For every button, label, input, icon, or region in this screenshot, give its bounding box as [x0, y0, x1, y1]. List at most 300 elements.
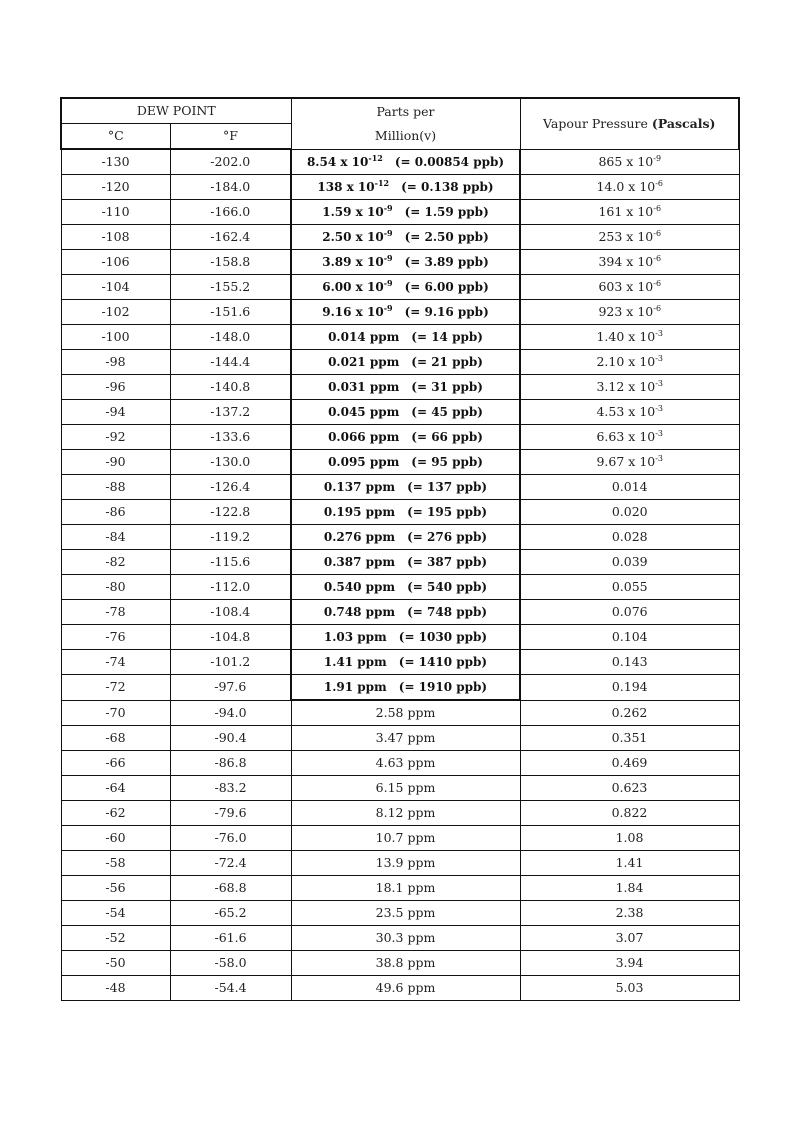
fahrenheit-cell: [170, 826, 291, 851]
celsius-value: -54: [105, 904, 126, 920]
fahrenheit-value: -202.0: [210, 153, 251, 169]
vapour-pressure-value: 0.104: [611, 628, 648, 644]
ppm-cell: [291, 175, 520, 200]
ppb-value: (= 0.00854 ppb): [394, 154, 505, 169]
ppm-cell: [291, 700, 520, 726]
ppb-value: (= 21 ppb): [411, 355, 483, 369]
celsius-cell: [61, 425, 170, 450]
ppm-cell: [291, 500, 520, 525]
fahrenheit-cell: [170, 926, 291, 951]
fahrenheit-value: -83.2: [214, 779, 247, 795]
celsius-cell: [61, 275, 170, 300]
vapour-pressure-exponent: -6: [653, 278, 662, 288]
celsius-value: -106: [101, 253, 130, 269]
ppm-cell: [291, 375, 520, 400]
ppb-value: (= 45 ppb): [411, 405, 483, 419]
table-row: [61, 225, 739, 250]
vapour-pressure-value: 0.076: [611, 603, 648, 619]
celsius-value: -76: [105, 628, 126, 644]
vapour-pressure-cell: [520, 550, 739, 575]
ppm-exponent: -12: [374, 178, 390, 188]
ppm-value: 49.6 ppm: [375, 979, 436, 995]
fahrenheit-cell: [170, 851, 291, 876]
dew-point-table-sheet: [60, 97, 738, 1001]
fahrenheit-cell: [170, 525, 291, 550]
ppm-value: 138 x 10: [317, 180, 375, 194]
vapour-pressure-cell: [520, 826, 739, 851]
celsius-value: -92: [105, 428, 126, 444]
celsius-cell: [61, 851, 170, 876]
fahrenheit-cell: [170, 275, 291, 300]
celsius-cell: [61, 500, 170, 525]
celsius-cell: [61, 976, 170, 1001]
fahrenheit-cell: [170, 375, 291, 400]
table-row: [61, 751, 739, 776]
vapour-pressure-cell: [520, 500, 739, 525]
table-row: [61, 450, 739, 475]
vapour-pressure-value: 5.03: [615, 979, 644, 995]
fahrenheit-cell: [170, 951, 291, 976]
ppm-value: 0.387 ppm: [323, 555, 396, 569]
vapour-pressure-exponent: -3: [655, 428, 664, 438]
ppm-value: 3.89 x 10: [322, 255, 384, 269]
celsius-cell: [61, 575, 170, 600]
ppb-value: (= 1.59 ppb): [404, 205, 489, 219]
table-row: [61, 926, 739, 951]
fahrenheit-value: -104.8: [210, 628, 251, 644]
vapour-pressure-cell: [520, 976, 739, 1001]
celsius-value: -66: [105, 754, 126, 770]
fahrenheit-value: -184.0: [210, 178, 251, 194]
ppm-cell: [291, 801, 520, 826]
vapour-pressure-value: 4.53 x 10: [596, 403, 656, 419]
table-row: [61, 650, 739, 675]
vapour-pressure-cell: [520, 275, 739, 300]
fahrenheit-value: -72.4: [214, 854, 247, 870]
ppm-exponent: -9: [383, 228, 393, 238]
ppm-value: 4.63 ppm: [375, 754, 436, 770]
fahrenheit-header: °F: [170, 124, 291, 150]
table-row: [61, 675, 739, 701]
fahrenheit-value: -151.6: [210, 303, 251, 319]
ppm-cell: [291, 475, 520, 500]
ppm-exponent: -9: [383, 303, 393, 313]
vapour-pressure-value: 14.0 x 10: [596, 178, 656, 194]
vapour-pressure-value: 0.351: [611, 729, 648, 745]
celsius-value: -80: [105, 578, 126, 594]
fahrenheit-cell: [170, 149, 291, 175]
table-row: [61, 275, 739, 300]
vapour-pressure-exponent: -3: [655, 328, 664, 338]
ppm-value: 3.47 ppm: [375, 729, 436, 745]
vapour-pressure-cell: [520, 350, 739, 375]
vapour-pressure-header: [520, 98, 739, 149]
table-row: [61, 250, 739, 275]
table-row: [61, 700, 739, 726]
vapour-pressure-cell: [520, 450, 739, 475]
ppb-value: (= 387 ppb): [407, 555, 488, 569]
fahrenheit-cell: [170, 325, 291, 350]
vapour-pressure-value: 0.028: [611, 528, 648, 544]
vapour-pressure-value: 9.67 x 10: [596, 453, 656, 469]
celsius-value: -72: [105, 679, 126, 694]
ppm-value: 9.16 x 10: [322, 305, 384, 319]
fahrenheit-value: -137.2: [210, 403, 251, 419]
fahrenheit-cell: [170, 550, 291, 575]
fahrenheit-value: -58.0: [214, 954, 247, 970]
celsius-value: -110: [101, 203, 130, 219]
fahrenheit-value: -68.8: [214, 879, 247, 895]
table-row: [61, 425, 739, 450]
vapour-pressure-cell: [520, 776, 739, 801]
celsius-value: -120: [101, 178, 130, 194]
ppm-value: 18.1 ppm: [375, 879, 436, 895]
celsius-header: °C: [61, 124, 170, 150]
table-row: [61, 325, 739, 350]
celsius-cell: [61, 801, 170, 826]
ppm-value: 0.021 ppm: [328, 355, 400, 369]
vapour-pressure-value: 0.822: [611, 804, 648, 820]
vapour-pressure-value: 3.12 x 10: [596, 378, 656, 394]
celsius-cell: [61, 751, 170, 776]
ppm-cell: [291, 225, 520, 250]
celsius-value: -62: [105, 804, 126, 820]
vapour-pressure-value: 2.10 x 10: [596, 353, 656, 369]
celsius-cell: [61, 700, 170, 726]
celsius-cell: [61, 350, 170, 375]
fahrenheit-value: -155.2: [210, 278, 251, 294]
fahrenheit-value: -122.8: [210, 503, 251, 519]
fahrenheit-cell: [170, 450, 291, 475]
fahrenheit-value: -130.0: [210, 453, 251, 469]
fahrenheit-value: -162.4: [210, 228, 251, 244]
fahrenheit-value: -101.2: [210, 653, 251, 669]
vapour-pressure-value: 865 x 10: [598, 153, 654, 169]
vapour-pressure-cell: [520, 250, 739, 275]
celsius-cell: [61, 926, 170, 951]
celsius-value: -56: [105, 879, 126, 895]
table-body: [61, 149, 739, 1001]
ppm-cell: [291, 275, 520, 300]
vapour-pressure-cell: [520, 575, 739, 600]
vapour-pressure-exponent: -3: [655, 403, 664, 413]
ppm-cell: [291, 300, 520, 325]
vapour-pressure-exponent: -6: [655, 178, 664, 188]
ppm-header-line1: Parts per: [376, 103, 435, 119]
fahrenheit-cell: [170, 250, 291, 275]
ppm-cell: [291, 751, 520, 776]
fahrenheit-cell: [170, 751, 291, 776]
ppb-value: (= 6.00 ppb): [404, 280, 489, 294]
celsius-value: -82: [105, 553, 126, 569]
vapour-pressure-exponent: -6: [653, 228, 662, 238]
vapour-pressure-cell: [520, 400, 739, 425]
vapour-pressure-cell: [520, 200, 739, 225]
ppm-value: 0.045 ppm: [328, 405, 400, 419]
vapour-pressure-cell: [520, 851, 739, 876]
celsius-value: -84: [105, 528, 126, 544]
ppm-value: 10.7 ppm: [375, 829, 436, 845]
ppm-cell: [291, 650, 520, 675]
vapour-pressure-cell: [520, 375, 739, 400]
vapour-pressure-cell: [520, 901, 739, 926]
ppb-value: (= 540 ppb): [407, 580, 488, 594]
celsius-cell: [61, 149, 170, 175]
celsius-cell: [61, 776, 170, 801]
table-row: [61, 375, 739, 400]
ppm-cell: [291, 325, 520, 350]
fahrenheit-value: -79.6: [214, 804, 247, 820]
vapour-pressure-cell: [520, 751, 739, 776]
table-row: [61, 149, 739, 175]
celsius-value: -104: [101, 278, 130, 294]
ppm-exponent: -9: [383, 203, 393, 213]
fahrenheit-cell: [170, 726, 291, 751]
table-row: [61, 776, 739, 801]
celsius-cell: [61, 525, 170, 550]
celsius-value: -70: [105, 704, 126, 720]
vapour-pressure-value: 2.38: [615, 904, 644, 920]
fahrenheit-value: -65.2: [214, 904, 247, 920]
celsius-cell: [61, 901, 170, 926]
vapour-pressure-cell: [520, 726, 739, 751]
ppm-value: 0.014 ppm: [328, 330, 400, 344]
vapour-pressure-value: 0.262: [611, 704, 648, 720]
celsius-cell: [61, 475, 170, 500]
vapour-pressure-value: 0.623: [611, 779, 648, 795]
vapour-pressure-cell: [520, 425, 739, 450]
table-row: [61, 500, 739, 525]
fahrenheit-cell: [170, 801, 291, 826]
table-row: [61, 200, 739, 225]
ppm-cell: [291, 250, 520, 275]
celsius-value: -52: [105, 929, 126, 945]
ppm-value: 13.9 ppm: [375, 854, 436, 870]
ppm-cell: [291, 876, 520, 901]
celsius-value: -102: [101, 303, 130, 319]
celsius-cell: [61, 726, 170, 751]
celsius-cell: [61, 175, 170, 200]
vapour-pressure-exponent: -9: [653, 153, 662, 163]
fahrenheit-cell: [170, 976, 291, 1001]
fahrenheit-cell: [170, 225, 291, 250]
ppm-exponent: -9: [383, 253, 393, 263]
fahrenheit-cell: [170, 175, 291, 200]
celsius-cell: [61, 650, 170, 675]
celsius-value: -86: [105, 503, 126, 519]
ppm-value: 2.50 x 10: [322, 230, 384, 244]
vapour-pressure-value: 0.469: [611, 754, 648, 770]
ppm-cell: [291, 625, 520, 650]
table-row: [61, 550, 739, 575]
ppm-cell: [291, 901, 520, 926]
celsius-cell: [61, 826, 170, 851]
celsius-cell: [61, 675, 170, 701]
table-row: [61, 901, 739, 926]
vapour-pressure-cell: [520, 700, 739, 726]
fahrenheit-cell: [170, 425, 291, 450]
ppm-cell: [291, 525, 520, 550]
fahrenheit-cell: [170, 475, 291, 500]
fahrenheit-cell: [170, 625, 291, 650]
ppm-value: 1.41 ppm: [323, 655, 387, 669]
vapour-pressure-exponent: -3: [655, 378, 664, 388]
vapour-pressure-cell: [520, 600, 739, 625]
ppm-cell: [291, 149, 520, 175]
ppm-value: 6.15 ppm: [375, 779, 436, 795]
table-row: [61, 400, 739, 425]
celsius-value: -68: [105, 729, 126, 745]
celsius-cell: [61, 450, 170, 475]
vapour-pressure-value: 3.94: [615, 954, 644, 970]
celsius-value: -60: [105, 829, 126, 845]
fahrenheit-cell: [170, 776, 291, 801]
vapour-pressure-cell: [520, 801, 739, 826]
celsius-value: -96: [105, 378, 126, 394]
vapour-pressure-cell: [520, 300, 739, 325]
vapour-pressure-cell: [520, 149, 739, 175]
fahrenheit-value: -94.0: [214, 704, 247, 720]
vapour-pressure-value: 1.41: [615, 854, 644, 870]
vapour-pressure-value: 0.014: [611, 478, 648, 494]
celsius-value: -50: [105, 954, 126, 970]
ppm-value: 0.540 ppm: [323, 580, 396, 594]
fahrenheit-cell: [170, 675, 291, 701]
vapour-pressure-cell: [520, 625, 739, 650]
ppb-value: (= 31 ppb): [411, 380, 483, 394]
ppm-cell: [291, 826, 520, 851]
ppb-value: (= 195 ppb): [407, 505, 488, 519]
ppm-cell: [291, 976, 520, 1001]
table-row: [61, 350, 739, 375]
vapour-pressure-value: 6.63 x 10: [596, 428, 656, 444]
celsius-cell: [61, 200, 170, 225]
ppm-cell: [291, 675, 520, 701]
dew-point-header: DEW POINT: [61, 98, 291, 124]
ppm-value: 0.195 ppm: [323, 505, 396, 519]
celsius-cell: [61, 550, 170, 575]
vapour-pressure-cell: [520, 876, 739, 901]
ppm-value: 0.137 ppm: [323, 480, 396, 494]
ppm-value: 1.59 x 10: [322, 205, 384, 219]
fahrenheit-value: -112.0: [210, 578, 251, 594]
ppb-value: (= 3.89 ppb): [404, 255, 489, 269]
ppm-header-line2: Million(v): [374, 127, 437, 143]
fahrenheit-cell: [170, 901, 291, 926]
vapour-pressure-value: 253 x 10: [598, 228, 654, 244]
fahrenheit-value: -76.0: [214, 829, 247, 845]
table-row: [61, 976, 739, 1001]
ppm-value: 8.12 ppm: [375, 804, 436, 820]
ppm-value: 23.5 ppm: [375, 904, 436, 920]
fahrenheit-value: -119.2: [210, 528, 251, 544]
celsius-value: -78: [105, 603, 126, 619]
ppb-value: (= 1030 ppb): [398, 630, 488, 644]
fahrenheit-value: -61.6: [214, 929, 247, 945]
ppm-exponent: -12: [368, 152, 383, 163]
ppm-value: 2.58 ppm: [375, 704, 436, 720]
vapour-pressure-cell: [520, 951, 739, 976]
celsius-cell: [61, 951, 170, 976]
table-row: [61, 575, 739, 600]
celsius-value: -108: [101, 228, 130, 244]
ppb-value: (= 1910 ppb): [398, 680, 488, 694]
ppm-value: 6.00 x 10: [322, 280, 384, 294]
celsius-value: -100: [101, 328, 130, 344]
ppb-value: (= 9.16 ppb): [404, 305, 489, 319]
vapour-pressure-cell: [520, 675, 739, 701]
ppb-value: (= 95 ppb): [411, 455, 483, 469]
vapour-pressure-value: 3.07: [615, 929, 644, 945]
table-row: [61, 801, 739, 826]
vapour-pressure-value: 394 x 10: [598, 253, 654, 269]
ppm-cell: [291, 450, 520, 475]
ppb-value: (= 137 ppb): [407, 480, 488, 494]
fahrenheit-value: -148.0: [210, 328, 251, 344]
fahrenheit-cell: [170, 300, 291, 325]
fahrenheit-cell: [170, 500, 291, 525]
celsius-cell: [61, 325, 170, 350]
celsius-cell: [61, 625, 170, 650]
celsius-cell: [61, 300, 170, 325]
celsius-value: -88: [105, 478, 126, 494]
ppm-value: 0.031 ppm: [328, 380, 400, 394]
vapour-pressure-cell: [520, 325, 739, 350]
table-row: [61, 475, 739, 500]
fahrenheit-value: -90.4: [214, 729, 247, 745]
ppm-cell: [291, 776, 520, 801]
vapour-pressure-value: 0.055: [611, 578, 648, 594]
table-row: [61, 826, 739, 851]
fahrenheit-value: -54.4: [214, 979, 247, 995]
table-row: [61, 175, 739, 200]
table-row: [61, 951, 739, 976]
ppm-cell: [291, 575, 520, 600]
ppm-cell: [291, 726, 520, 751]
vapour-pressure-value: 0.194: [611, 679, 648, 694]
fahrenheit-value: -108.4: [210, 603, 251, 619]
vapour-pressure-value: 923 x 10: [598, 303, 654, 319]
fahrenheit-cell: [170, 650, 291, 675]
vapour-pressure-value: 161 x 10: [598, 203, 654, 219]
fahrenheit-cell: [170, 400, 291, 425]
vapour-pressure-unit: (Pascals): [651, 115, 716, 131]
celsius-cell: [61, 375, 170, 400]
ppm-value: 8.54 x 10: [306, 154, 369, 169]
ppb-value: (= 1410 ppb): [398, 655, 488, 669]
fahrenheit-cell: [170, 200, 291, 225]
ppb-value: (= 276 ppb): [407, 530, 488, 544]
vapour-pressure-cell: [520, 650, 739, 675]
celsius-cell: [61, 400, 170, 425]
ppm-value: 0.095 ppm: [328, 455, 400, 469]
vapour-pressure-value: 0.020: [611, 503, 648, 519]
vapour-pressure-exponent: -6: [653, 253, 662, 263]
fahrenheit-value: -166.0: [210, 203, 251, 219]
vapour-pressure-value: 1.84: [615, 879, 644, 895]
fahrenheit-cell: [170, 700, 291, 726]
ppm-value: 1.03 ppm: [323, 630, 387, 644]
ppb-value: (= 66 ppb): [411, 430, 483, 444]
fahrenheit-cell: [170, 575, 291, 600]
fahrenheit-cell: [170, 350, 291, 375]
celsius-cell: [61, 876, 170, 901]
vapour-pressure-cell: [520, 225, 739, 250]
fahrenheit-value: -115.6: [210, 553, 251, 569]
ppb-value: (= 2.50 ppb): [404, 230, 489, 244]
table-row: [61, 525, 739, 550]
celsius-value: -90: [105, 453, 126, 469]
